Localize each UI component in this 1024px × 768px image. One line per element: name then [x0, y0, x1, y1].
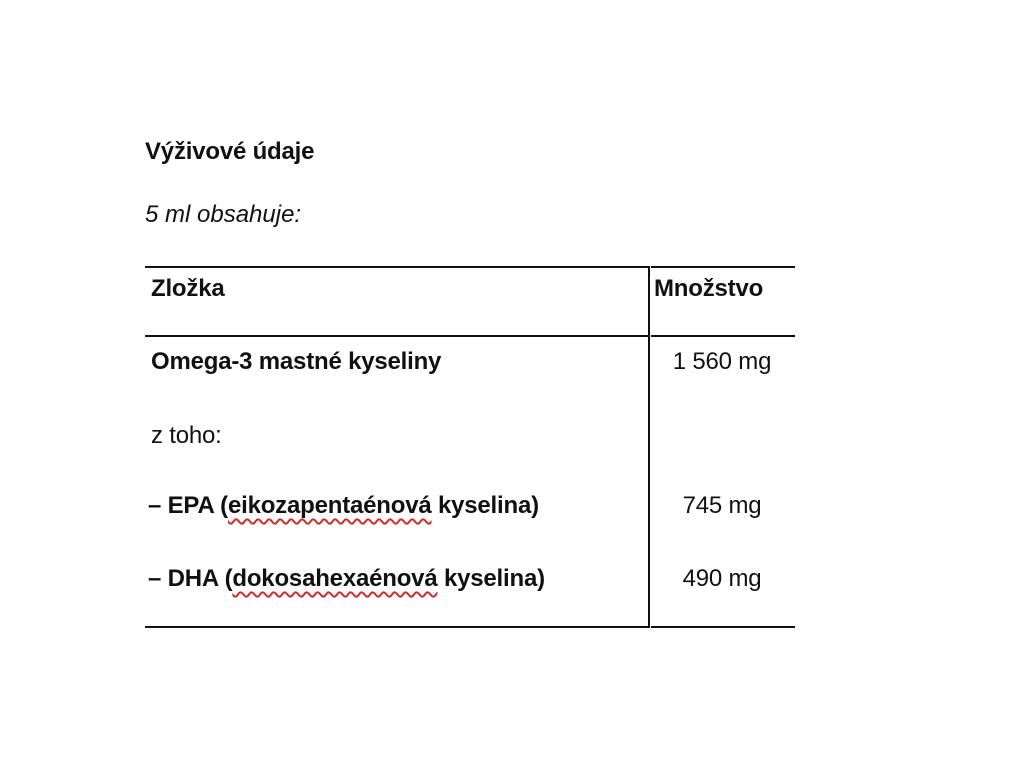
document-title: Výživové údaje [145, 138, 315, 165]
table-top-border-right [651, 266, 795, 268]
table-row-epa-amount: 745 mg [682, 492, 762, 519]
table-header-amount: Množstvo [654, 275, 764, 302]
epa-spellcheck-word: eikozapentaénová [227, 492, 432, 519]
document-subtitle: 5 ml obsahuje: [145, 201, 302, 228]
table-header-border-left [145, 335, 648, 337]
dha-suffix: kyselina) [437, 565, 545, 592]
table-row-of-which-label: z toho: [151, 422, 222, 449]
table-row-omega3-amount: 1 560 mg [672, 348, 772, 375]
dha-spellcheck-word: dokosahexaénová [232, 565, 438, 592]
table-row-dha-amount: 490 mg [682, 565, 762, 592]
table-row-epa-label [148, 492, 539, 520]
epa-prefix: – EPA ( [148, 492, 228, 519]
epa-suffix: kyselina) [431, 492, 539, 519]
table-row-dha-label [148, 565, 545, 593]
table-row-omega3-label: Omega-3 mastné kyseliny [151, 348, 442, 375]
table-header-component: Zložka [151, 275, 225, 302]
table-bottom-border-right [651, 626, 795, 628]
table-bottom-border-left [145, 626, 648, 628]
table-header-border-right [651, 335, 795, 337]
table-top-border-left [145, 266, 648, 268]
dha-prefix: – DHA ( [148, 565, 233, 592]
